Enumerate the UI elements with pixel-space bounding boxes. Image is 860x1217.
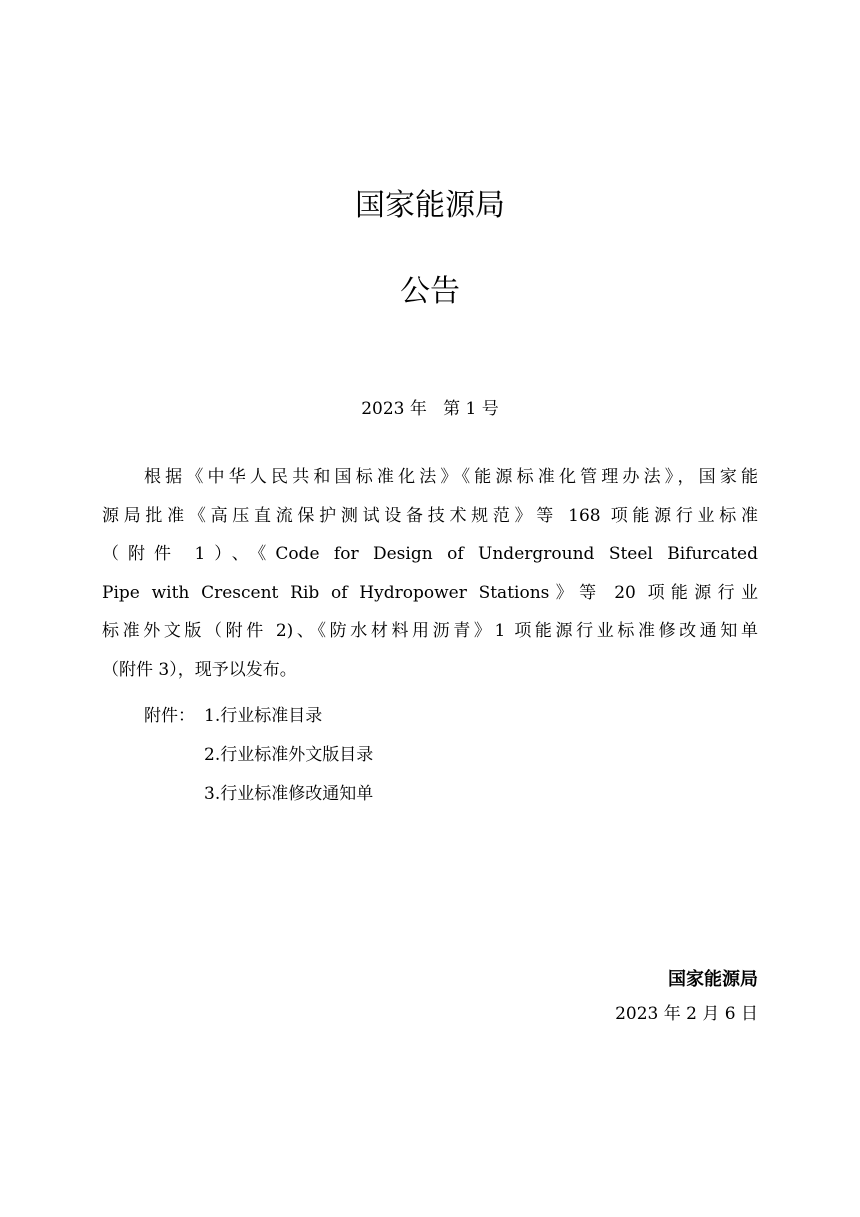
document-number: 2023 年 第 1 号 [361,399,499,419]
signature-date: 2023 年 2 月 6 日 [615,1004,758,1024]
attachment-item-3: 3.行业标准修改通知单 [204,784,374,804]
signature-block [615,963,758,1031]
announcement-heading: 公告 [400,274,460,309]
attachment-item-text: 1.行业标准目录 [204,706,323,726]
body-line-1: 根据《中华人民共和国标准化法》《能源标准化管理办法》，国家能 [144,467,758,487]
attachment-list [144,697,373,814]
announcement-body [102,458,758,689]
attachment-label: 附件： [144,706,195,726]
body-line-5: 标准外文版（附件 2)、《防水材料用沥青》1 项能源行业标准修改通知单 [102,621,758,641]
body-line-4: Pipe with Crescent Rib of Hydropower Stations》等 20 项能源行业 [102,582,758,603]
body-line-6: （附件 3），现予以发布。 [102,659,297,680]
issuer-title: 国家能源局 [355,188,505,223]
attachment-item-2: 2.行业标准外文版目录 [204,745,374,765]
body-line-3: （附件 1）、《Code for Design of Underground Steel Bifurcated [102,544,758,564]
signature-organization: 国家能源局 [668,969,758,990]
body-line-2: 源局批准《高压直流保护测试设备技术规范》等 168 项能源行业标准 [102,505,758,526]
attachment-item-1 [144,697,373,736]
